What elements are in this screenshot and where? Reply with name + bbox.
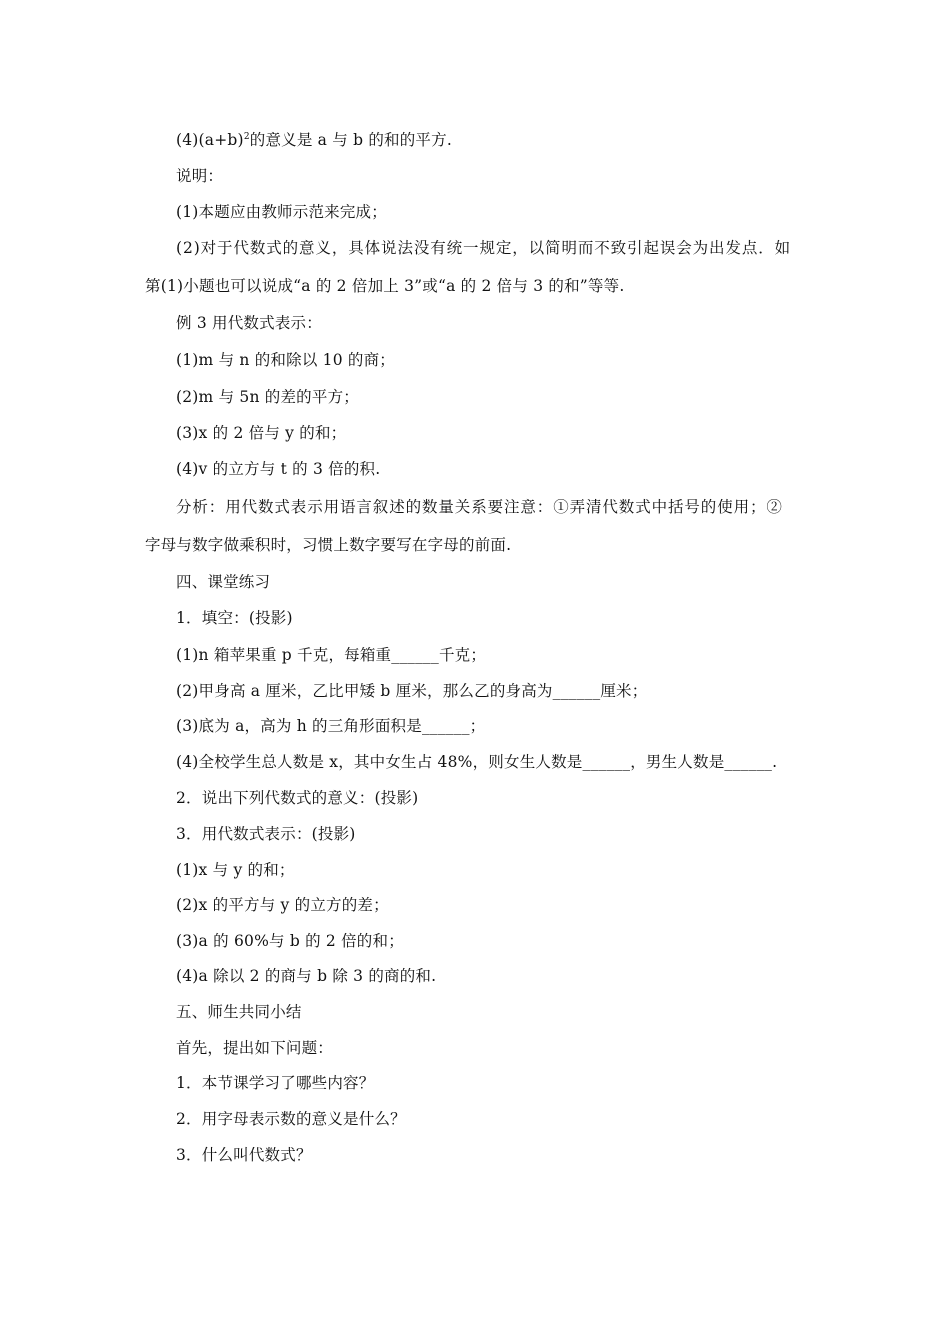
text-line-summary-intro: 首先，提出如下问题： [176,1039,334,1057]
text-line-practice-2: 2．说出下列代数式的意义：(投影) [176,789,419,807]
text-line-example-3-item-2: (2)m 与 5n 的差的平方； [176,388,359,406]
text-line-summary-question-3: 3．什么叫代数式？ [176,1146,312,1164]
text-line-example-3-item-4: (4)v 的立方与 t 的 3 倍的积. [176,460,381,478]
text-line-note-heading: 说明： [176,167,224,185]
text-line-example-3-item-1: (1)m 与 n 的和除以 10 的商； [176,351,395,369]
text-line-note-2: (2)对于代数式的意义，具体说法没有统一规定，以简明而不致引起误会为出发点．如 [176,239,792,257]
text-segment: 的意义是 a 与 b 的和的平方. [249,131,452,149]
text-line-practice-3-item-4: (4)a 除以 2 的商与 b 除 3 的商的和. [176,967,437,985]
text-line-practice-3-item-2: (2)x 的平方与 y 的立方的差； [176,896,389,914]
text-line-example-3-item-3: (3)x 的 2 倍与 y 的和； [176,424,347,442]
text-line-practice-1-heading: 1．填空：(投影) [176,609,293,627]
text-line-example-3-heading: 例 3 用代数式表示： [176,314,322,332]
text-line-practice-3-item-1: (1)x 与 y 的和； [176,861,295,879]
text-line-analysis: 分析：用代数式表示用语言叙述的数量关系要注意：①弄清代数式中括号的使用；② [176,498,783,516]
text-line-practice-3-heading: 3．用代数式表示：(投影) [176,825,356,843]
text-line-summary-question-1: 1．本节课学习了哪些内容？ [176,1074,375,1092]
section-heading-summary: 五、师生共同小结 [176,1003,302,1021]
text-line-practice-1-item-4: (4)全校学生总人数是 x，其中女生占 48%，则女生人数是______，男生人数是______. [176,753,778,771]
text-line-practice-1-item-1: (1)n 箱苹果重 p 千克，每箱重______千克； [176,646,487,664]
section-heading-practice: 四、课堂练习 [176,573,271,591]
superscript-exponent: 2 [243,131,250,142]
text-line-note-1: (1)本题应由教师示范来完成； [176,203,387,221]
text-line-practice-1-item-3: (3)底为 a，高为 h 的三角形面积是______； [176,717,486,735]
text-line-analysis-continued: 字母与数字做乘积时，习惯上数字要写在字母的前面. [145,536,512,554]
text-line-example-4 [176,130,452,150]
text-segment: (4)(a+b) [176,131,244,149]
text-line-practice-3-item-3: (3)a 的 60%与 b 的 2 倍的和； [176,932,404,950]
text-line-note-2-continued: 第(1)小题也可以说成“a 的 2 倍加上 3”或“a 的 2 倍与 3 的和”等等. [145,277,625,295]
text-line-practice-1-item-2: (2)甲身高 a 厘米，乙比甲矮 b 厘米，那么乙的身高为______厘米； [176,682,648,700]
text-line-summary-question-2: 2．用字母表示数的意义是什么？ [176,1110,406,1128]
